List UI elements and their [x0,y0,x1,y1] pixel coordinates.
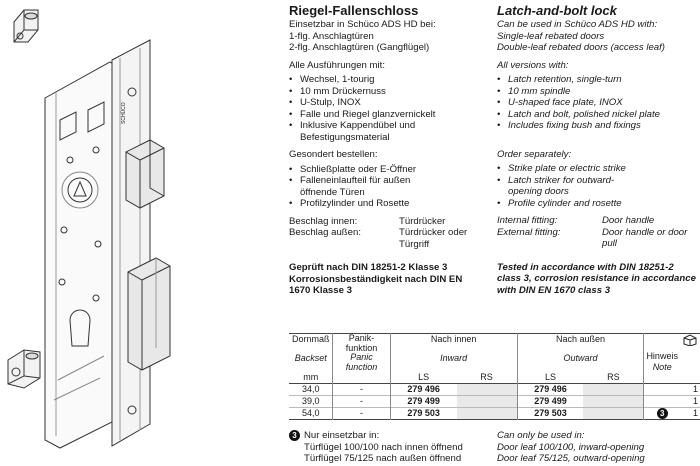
usage-line: Can be used in Schüco ADS HD with: [497,19,658,30]
article-number: 279 503 [517,408,583,420]
usage-line: Double-leaf rebated doors (access leaf) [497,42,665,53]
order-list [289,164,489,210]
fitting-label: Beschlag außen: [289,227,361,238]
table-row [289,384,700,396]
panic-cell: - [333,396,390,408]
header-note-en: Note [652,361,672,372]
note-cell [644,396,680,408]
fixing-bush-top [14,10,38,42]
panic-cell: - [333,384,390,396]
table-row [289,408,700,420]
header-inward-de: Nach innen [390,334,517,354]
fitting-table [289,216,489,251]
article-number: 279 499 [390,396,456,408]
backset-cell: 54,0 [301,408,320,418]
list-item: • Latch striker for outward-opening doors [497,175,648,198]
list-item: • 10 mm spindle [497,86,697,98]
english-description [497,19,697,296]
section-heading: Order separately: [497,148,572,160]
quantity-cell: 1 [692,384,698,394]
usage-line: 2-flg. Anschlagtüren (Gangflügel) [289,42,430,53]
article-number: 279 496 [517,384,583,396]
backset-cell: 39,0 [301,396,320,406]
list-item: • Latch and bolt, polished nickel plate [497,109,697,121]
footnote-line: Door leaf 100/100, inward-opening [497,441,645,453]
dead-bolt [128,258,170,370]
section-heading: Gesondert bestellen: [289,149,378,160]
list-item: • Profilzylinder und Rosette [289,198,489,210]
footnote-line: Türflügel 100/100 nach innen öffnend [304,441,463,453]
list-item: • Strike plate or electric strike [497,163,697,175]
article-number: 279 499 [517,396,583,408]
fitting-label: Internal fitting: [497,215,558,226]
footnote-en [497,430,697,465]
header-ls: LS [390,372,456,384]
fitting-label: External fitting: [497,226,561,238]
fitting-value: Türdrücker oder Türgriff [399,227,468,250]
fixing-bush-bottom [8,350,40,388]
footnote-line: Can only be used in: [497,430,585,441]
usage-line: Einsetzbar in Schüco ADS HD bei: [289,19,436,30]
table-row [289,396,700,408]
section-heading: Alle Ausführungen mit: [289,59,385,71]
german-description [289,19,489,297]
article-number: 279 503 [390,408,456,420]
test-statement: Geprüft nach DIN 18251-2 Klasse 3 Korrosionsbeständigkeit nach DIN EN 1670 Klasse 3 [289,262,463,296]
list-item: • Schließplatte oder E-Öffner [289,164,489,176]
title-en: Latch-and-bolt lock [497,3,617,18]
header-backset-en: Backset [294,353,327,363]
footnote-line: Nur einsetzbar in: [304,430,380,441]
fitting-value: Door handle [602,215,655,226]
quantity-cell: 1 [692,396,698,406]
face-plate [112,40,150,446]
section-heading: All versions with: [497,59,569,71]
backset-cell: 34,0 [301,384,320,394]
list-item: • U-Stulp, INOX [289,97,489,109]
article-number: 279 496 [390,384,456,396]
fitting-table [497,215,697,250]
header-rs: RS [480,372,493,382]
header-note-de: Hinweis [646,351,678,361]
note-marker: 3 [657,408,668,419]
feature-list [289,74,489,143]
list-item: • Falle und Riegel glanzvernickelt [289,109,489,121]
list-item: • Includes fixing bush and fixings [497,120,697,132]
list-item: • 10 mm Drückernuss [289,86,489,98]
list-item: • Wechsel, 1-tourig [289,74,489,86]
header-backset-de: Dornmaß [291,334,330,344]
title-de: Riegel-Fallenschloss [289,3,419,18]
header-panic-de: Panik-funktion [333,334,390,354]
list-item: • Latch retention, single-turn [497,74,697,86]
latch-bolt [126,140,164,208]
header-unit: mm [303,372,319,382]
list-item: • U-shaped face plate, INOX [497,97,697,109]
header-panic-en: Panic function [333,353,390,372]
header-outward-de: Nach außen [517,334,644,354]
test-statement: Tested in accordance with DIN 18251-2 class 3, corrosion resistance in accordance with DIN EN 1670 class 3 [497,261,696,296]
list-item: • Inklusive Kappendübel und Befestigungsmaterial [289,120,450,143]
header-ls: LS [517,372,583,384]
article-table [289,333,700,420]
footnote-de [289,430,494,465]
fitting-value: Door handle or door pull [602,226,688,249]
list-item: • Profile cylinder and rosette [497,198,697,210]
usage-line: Single-leaf rebated doors [497,30,605,42]
fitting-label: Beschlag innen: [289,215,358,227]
header-inward-en: Inward [390,353,517,372]
note-cell [644,384,680,396]
lock-technical-drawing [0,0,285,466]
usage-line: 1-flg. Anschlagtüren [289,30,374,42]
fitting-value: Türdrücker [399,215,446,227]
quantity-cell: 1 [692,408,698,418]
feature-list [497,74,697,132]
list-item: • Falleneinlaufteil für außen öffnende Türen [289,175,450,198]
header-rs: RS [607,372,620,382]
order-list [497,163,697,209]
panic-cell: - [333,408,390,420]
footnote-line: Türflügel 75/125 nach außen öffnend [304,453,462,464]
footnote-marker: 3 [289,430,300,441]
header-note [644,334,680,373]
brand-mark: SCHÜCO [121,102,127,124]
header-outward-en: Outward [517,353,644,372]
footnote-line: Door leaf 75/125, outward-opening [497,453,645,464]
package-icon [682,334,698,346]
